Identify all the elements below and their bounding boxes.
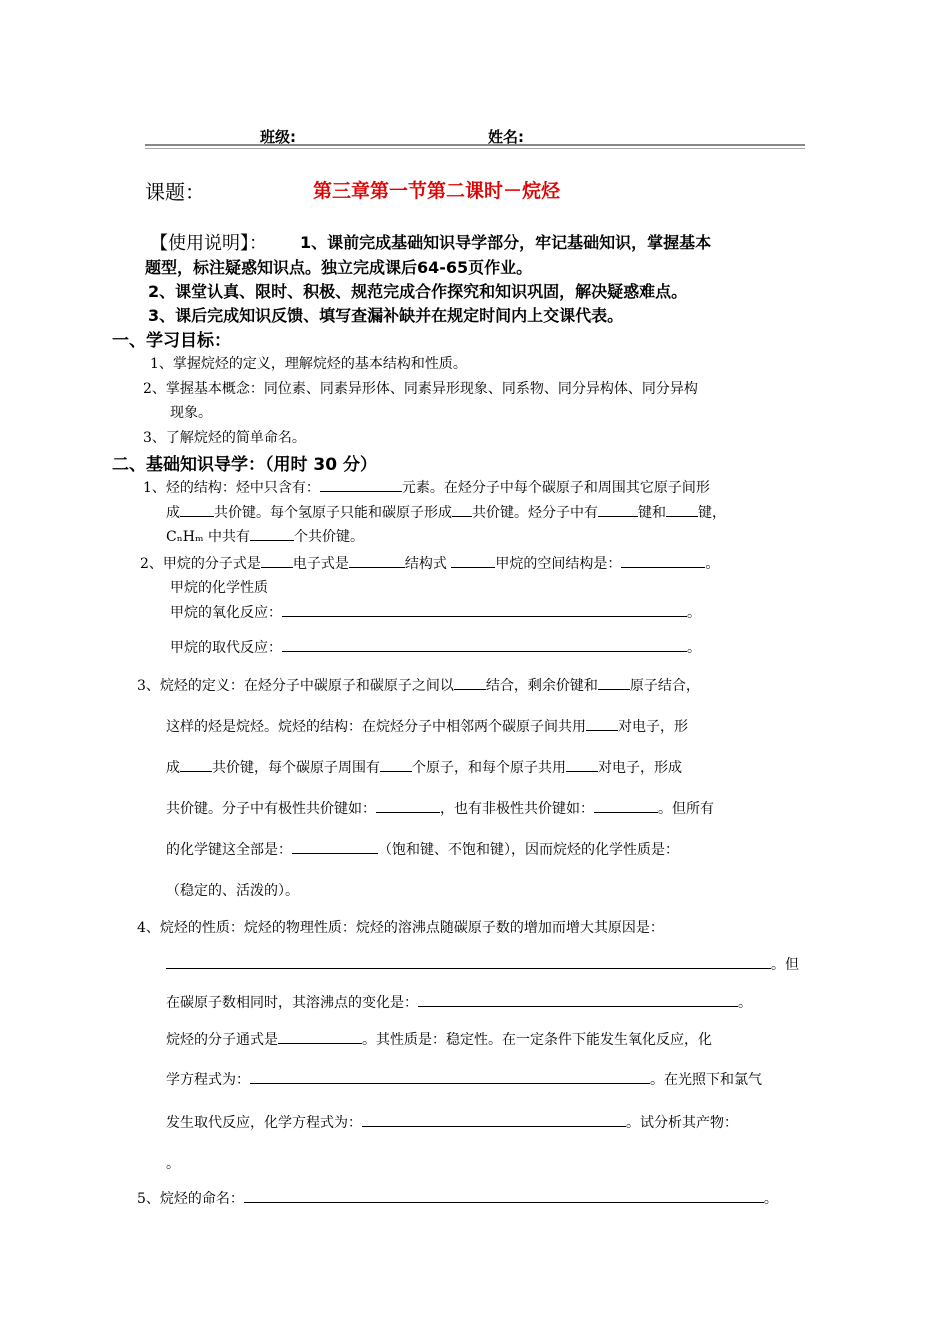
- name-label: 姓名:: [488, 128, 524, 146]
- q3-line2: 这样的烃是烷烃。烷烃的结构：在烷烃分子中相邻两个碳原子间共用 对电子，形: [166, 716, 688, 736]
- goal-item: 2、掌握基本概念：同位素、同素异形体、同素异形现象、同系物、同分异构体、同分异构: [143, 381, 698, 397]
- header-rule: [145, 144, 805, 146]
- blank-field[interactable]: [282, 602, 687, 617]
- blank-field[interactable]: [166, 954, 771, 969]
- q4-line4: 烷烃的分子通式是 。其性质是：稳定性。在一定条件下能发生氧化反应，化: [166, 1029, 712, 1049]
- blank-field[interactable]: [261, 553, 293, 568]
- blank-field[interactable]: [282, 637, 687, 652]
- q4-line3: 在碳原子数相同时，其溶沸点的变化是： 。: [166, 992, 752, 1012]
- blank-field[interactable]: [451, 553, 495, 568]
- q1-line2: 成 共价键。每个氢原子只能和碳原子形成 共价键。烃分子中有 键和 键，: [166, 502, 726, 522]
- q2-substitution: 甲烷的取代反应： 。: [170, 637, 701, 657]
- q1-line3: CₙHₘ 中共有 个共价键。: [166, 526, 364, 546]
- blank-field[interactable]: [566, 757, 598, 772]
- blank-field[interactable]: [594, 798, 658, 813]
- blank-field[interactable]: [180, 757, 212, 772]
- blank-field[interactable]: [621, 553, 705, 568]
- blank-field[interactable]: [418, 992, 738, 1007]
- goal-item: 3、了解烷烃的简单命名。: [143, 430, 306, 446]
- q3-line6: （稳定的、活泼的）。: [166, 883, 299, 899]
- blank-field[interactable]: [376, 798, 440, 813]
- blank-field[interactable]: [349, 553, 405, 568]
- topic-title: 第三章第一节第二课时－烷烃: [313, 180, 561, 202]
- instructions-line2: 2、课堂认真、限时、积极、规范完成合作探究和知识巩固，解决疑惑难点。: [148, 282, 688, 301]
- blank-field[interactable]: [278, 1029, 362, 1044]
- q4-line7: 。: [166, 1156, 180, 1172]
- blank-field[interactable]: [292, 839, 378, 854]
- q2-oxidation: 甲烷的氧化反应： 。: [170, 602, 701, 622]
- goal-item: 现象。: [170, 405, 212, 421]
- blank-field[interactable]: [180, 502, 214, 517]
- section2-heading: 二、基础知识导学：（用时 30 分）: [112, 455, 377, 475]
- class-label: 班级:: [260, 128, 296, 146]
- blank-field[interactable]: [452, 502, 472, 517]
- q4-line5: 学方程式为： 。在光照下和氯气: [166, 1069, 762, 1089]
- q4-line1: 4、烷烃的性质：烷烃的物理性质：烷烃的溶沸点随碳原子数的增加而增大其原因是：: [137, 920, 664, 936]
- q3-line5: 的化学键这全部是： （饱和键、不饱和键），因而烷烃的化学性质是：: [166, 839, 679, 859]
- blank-field[interactable]: [380, 757, 412, 772]
- blank-field[interactable]: [320, 477, 402, 492]
- blank-field[interactable]: [666, 502, 698, 517]
- blank-field[interactable]: [598, 502, 638, 517]
- blank-field[interactable]: [244, 1188, 764, 1203]
- q3-line3: 成 共价键，每个碳原子周围有 个原子，和每个原子共用 对电子，形成: [166, 757, 682, 777]
- q4-line2: 。但: [166, 954, 799, 974]
- blank-field[interactable]: [250, 1069, 650, 1084]
- instructions-line1: 1、课前完成基础知识导学部分，牢记基础知识，掌握基本: [300, 233, 712, 252]
- instructions-lead: 【使用说明】：: [150, 233, 267, 254]
- goal-item: 1、掌握烷烃的定义，理解烷烃的基本结构和性质。: [150, 356, 467, 372]
- q3-line4: 共价键。分子中有极性共价键如： ，也有非极性共价键如： 。但所有: [166, 798, 714, 818]
- q4-line6: 发生取代反应，化学方程式为： 。试分析其产物：: [166, 1112, 738, 1132]
- q5-line: 5、烷烃的命名： 。: [137, 1188, 778, 1208]
- blank-field[interactable]: [454, 675, 486, 690]
- q1-line1: 1、烃的结构：烃中只含有： 元素。在烃分子中每个碳原子和周围其它原子间形: [143, 477, 710, 497]
- instructions-line3: 3、课后完成知识反馈、填写查漏补缺并在规定时间内上交课代表。: [148, 306, 624, 325]
- instructions-line1b: 题型，标注疑惑知识点。独立完成课后64-65页作业。: [145, 258, 533, 277]
- q2-line1: 2、甲烷的分子式是 电子式是 结构式 甲烷的空间结构是： 。: [140, 553, 719, 573]
- blank-field[interactable]: [250, 526, 294, 541]
- blank-field[interactable]: [598, 675, 630, 690]
- q3-line1: 3、烷烃的定义：在烃分子中碳原子和碳原子之间以 结合，剩余价键和 原子结合，: [137, 675, 700, 695]
- q2-subheading: 甲烷的化学性质: [170, 580, 268, 596]
- topic-label: 课题：: [145, 180, 205, 204]
- blank-field[interactable]: [362, 1112, 626, 1127]
- section1-heading: 一、学习目标：: [112, 331, 231, 351]
- header-rule-2: [145, 148, 805, 149]
- blank-field[interactable]: [586, 716, 618, 731]
